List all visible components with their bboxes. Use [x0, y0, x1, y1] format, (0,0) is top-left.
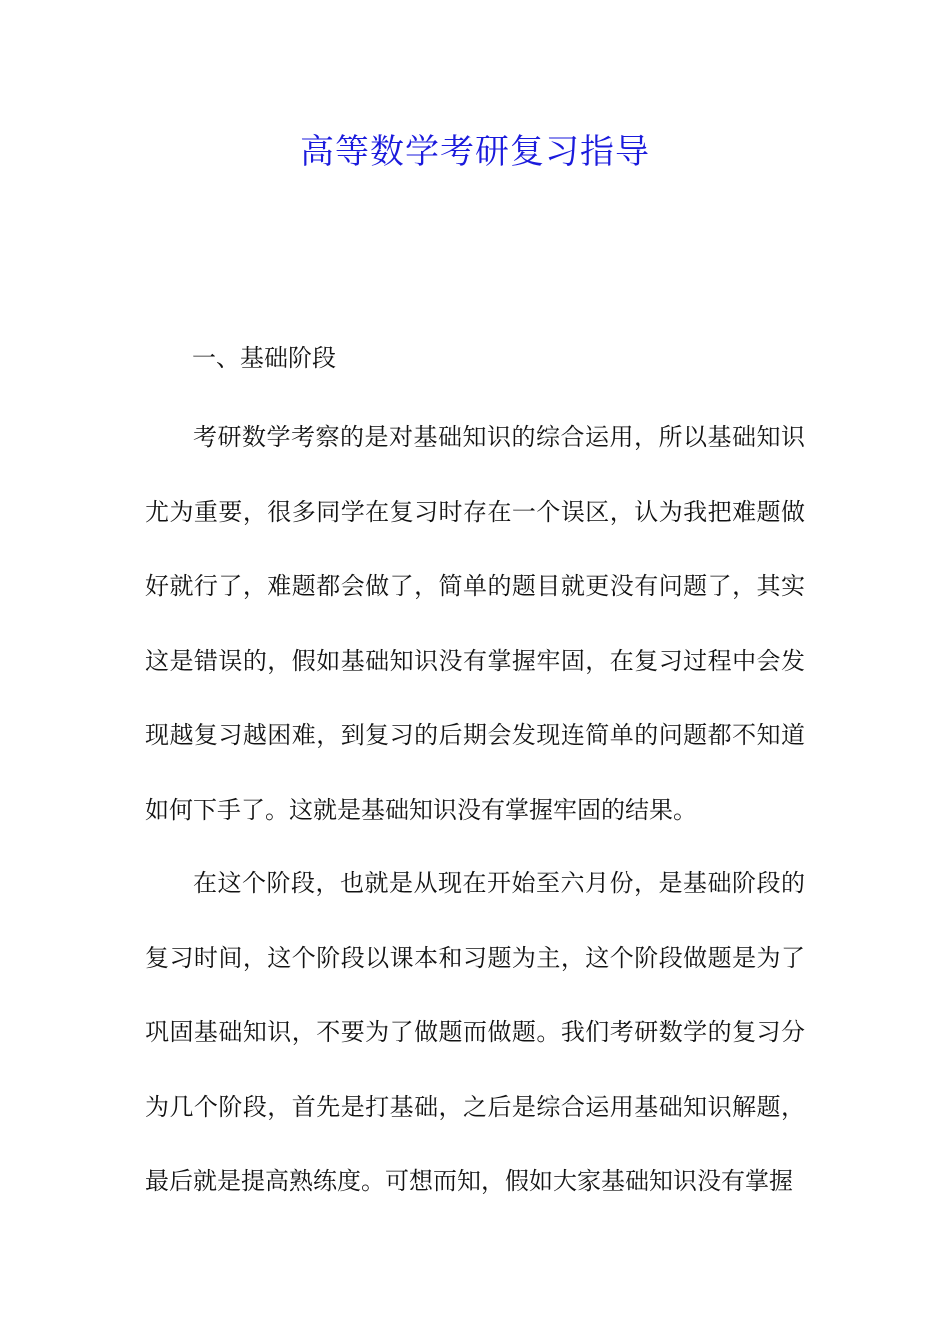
section-heading: 一、基础阶段: [192, 344, 336, 372]
document-title: 高等数学考研复习指导: [300, 132, 650, 172]
paragraph-1: 考研数学考察的是对基础知识的综合运用，所以基础知识尤为重要，很多同学在复习时存在一个误区，认为我把难题做好就行了，难题都会做了，简单的题目就更没有问题了，其实这是错误的，假如基础知识没有掌握牢固，在复习过程中会发现越复习越困难，到复习的后期会发现连简单的问题都不知道如何下手了。这就是基础知识没有掌握牢固的结果。: [145, 423, 805, 824]
paragraph-2: 在这个阶段，也就是从现在开始至六月份，是基础阶段的复习时间，这个阶段以课本和习题为主，这个阶段做题是为了巩固基础知识，不要为了做题而做题。我们考研数学的复习分为几个阶段，首先是打基础，之后是综合运用基础知识解题，最后就是提高熟练度。可想而知，假如大家基础知识没有掌握: [145, 869, 805, 1195]
